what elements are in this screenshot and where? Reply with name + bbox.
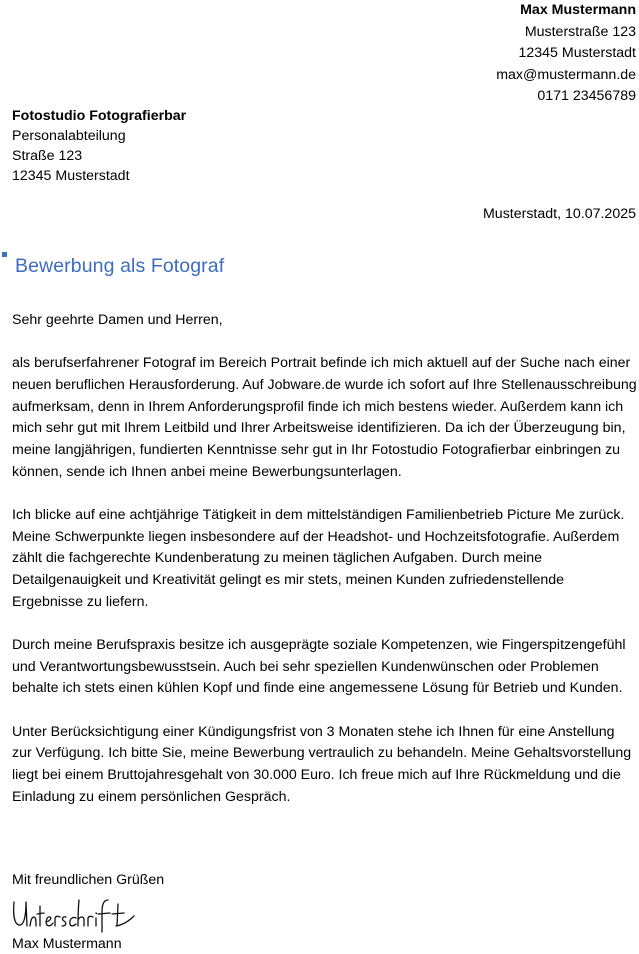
closing: Mit freundlichen Grüßen [12,872,165,888]
subject-marker [2,252,7,257]
sender-name: Max Mustermann [520,2,636,18]
body-paragraph-4: Unter Berücksichtigung einer Kündigungsfrist von 3 Monaten stehe ich Ihnen für eine Anstellung zur Verfügung. Ich bitte Sie, meine Bewerbung vertraulich zu behandeln. Meine Gehaltsvorstellung liegt bei einem Bruttojahresgehalt von 30.000 Euro. Ich freue mich auf Ihre Rückmeldung und die Einladung zu einem persönlichen Gespräch. [12,723,632,805]
recipient-department: Personalabteilung [12,128,126,144]
sender-address-block [496,0,636,108]
sender-email: max@mustermann.de [496,66,636,83]
letter-body [12,310,637,830]
subject-line: Bewerbung als Fotograf [15,255,225,277]
body-paragraph-3: Durch meine Berufspraxis besitze ich ausgeprägte soziale Kompetenzen, wie Fingerspitzengefühl und Verantwortungsbewusstsein. Auch bei sehr speziellen Kundenwünschen oder Problemen behalte ich stets einen kühlen Kopf und finde eine angemessene Lösung für Betrieb und Kunden. [12,636,626,697]
handwritten-signature [10,892,140,934]
recipient-street: Straße 123 [12,148,83,164]
sender-phone: 0171 23456789 [537,88,636,105]
date-line: Musterstadt, 10.07.2025 [482,206,636,222]
sender-city: 12345 Musterstadt [518,45,636,62]
body-paragraph-2: Ich blicke auf eine achtjährige Tätigkeit in dem mittelständigen Familienbetrieb Picture Me zurück. Meine Schwerpunkte liegen insbesondere auf der Headshot- und Hochzeitsfotografie. Außerdem zählt die fachgerechte Kundenberatung zu meinen täglichen Aufgaben. Durch meine Detailgenauigkeit und Kreativität gelingt es mir stets, meinen Kunden zufriedenstellende Ergebnisse zu liefern. [12,506,625,610]
body-paragraph-1: als berufserfahrener Fotograf im Bereich Portrait befinde ich mich aktuell auf der Suche nach einer neuen beruflichen Herausforderung. Auf Jobware.de wurde ich sofort auf Ihre Stellenausschreibung aufmerksam, denn in Ihrem Anforderungsprofil finde ich mich bestens wieder. Außerdem kann ich mich sehr gut mit Ihrem Leitbild und Ihrer Arbeitsweise identifizieren. Da ich der Überzeugung bin, meine langjährigen, fundierten Kenntnisse sehr gut in Ihr Fotostudio Fotografierbar einbringen zu können, sende ich Ihnen anbei meine Bewerbungsunterlagen. [12,355,637,480]
signer-name: Max Mustermann [12,936,122,952]
sender-street: Musterstraße 123 [524,23,636,40]
recipient-city: 12345 Musterstadt [12,168,130,184]
recipient-address-block [12,106,186,186]
recipient-company: Fotostudio Fotografierbar [12,108,187,124]
salutation: Sehr geehrte Damen und Herren, [12,312,223,328]
